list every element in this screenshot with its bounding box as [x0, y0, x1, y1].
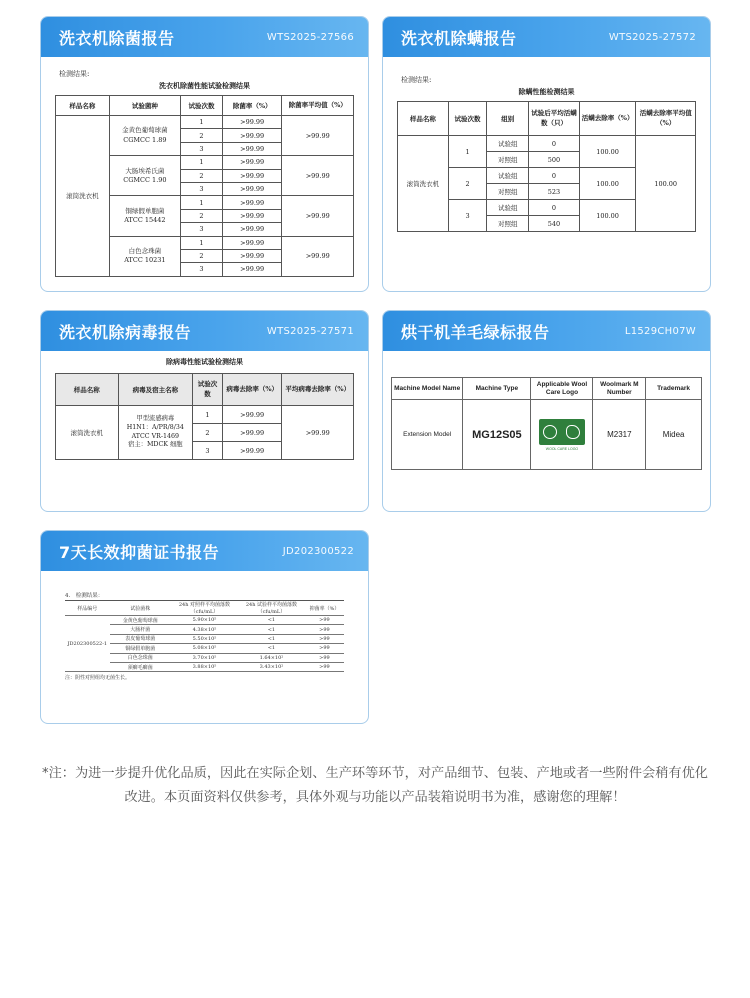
rate: >99.99 [222, 169, 282, 182]
col-header: 病毒及宿主名称 [118, 374, 193, 406]
sample-name: 滚筒洗衣机 [56, 116, 110, 277]
card-title: 洗衣机除螨报告 [401, 28, 517, 48]
table-caption: 除病毒性能试验检测结果 [166, 357, 243, 366]
col-header: Applicable Wool Care Logo [531, 378, 593, 400]
col-header: Woolmark M Number [593, 378, 646, 400]
trademark: Midea [646, 400, 702, 470]
card-title: 洗衣机除病毒报告 [59, 322, 192, 342]
report-code: WTS2025-27566 [266, 31, 354, 43]
col-header: 试验菌种 [109, 96, 181, 116]
rate: >99 [305, 616, 344, 625]
test-count: <1 [238, 644, 305, 653]
rate: >99.99 [222, 196, 282, 209]
card-woolmark-report [382, 310, 711, 512]
rate: >99.99 [222, 236, 282, 249]
control-count: 5.50×10⁵ [171, 634, 238, 643]
card-title: 烘干机羊毛绿标报告 [401, 322, 550, 342]
trial-no: 3 [181, 142, 223, 155]
mite-count: 0 [529, 200, 580, 216]
mite-count: 0 [529, 168, 580, 184]
trial-no: 2 [181, 169, 223, 182]
strain-name: 金黄色葡萄球菌 CGMCC 1.89 [109, 116, 181, 156]
col-header: 试验次数 [193, 374, 223, 406]
col-header: 平均病毒去除率（%） [282, 374, 354, 406]
card-mite-report [382, 16, 711, 292]
control-count: 5.90×10⁵ [171, 616, 238, 625]
test-count: <1 [238, 616, 305, 625]
table-caption: 除螨性能检测结果 [518, 87, 575, 96]
report-body [41, 351, 368, 470]
col-header: 组别 [487, 102, 529, 136]
virus-table [55, 373, 354, 460]
trial-no: 1 [193, 406, 223, 424]
col-header: 试验菌株 [110, 601, 171, 616]
virus-name: 甲型流感病毒 H1N1：A/PR/8/34 ATCC VR-1469 宿主：MDCK 细胞 [118, 406, 193, 460]
col-header: 24h 试验样平均菌落数（cfu/mL） [238, 601, 305, 616]
card-bacteria-report [40, 16, 369, 292]
test-count: <1 [238, 625, 305, 634]
control-count: 3.88×10⁵ [171, 662, 238, 671]
removal-rate: 100.00 [579, 168, 636, 200]
col-header: 样品名称 [398, 102, 449, 136]
rate: >99.99 [222, 156, 282, 169]
col-header: 抑菌率（%） [305, 601, 344, 616]
avg-rate: >99.99 [282, 236, 354, 276]
avg-rate: >99.99 [282, 196, 354, 236]
col-header: 除菌率（%） [222, 96, 282, 116]
control-count: 3.70×10⁵ [171, 653, 238, 662]
trial-no: 2 [181, 129, 223, 142]
report-code: JD202300522 [282, 545, 354, 557]
avg-rate: >99.99 [282, 406, 354, 460]
strain-name: 大肠杆菌 [110, 625, 171, 634]
trial-no: 3 [181, 263, 223, 276]
col-header: 活螨去除率平均值（%） [636, 102, 696, 136]
strain-name: 铜绿假单胞菌 [110, 644, 171, 653]
woolmark-logo-icon [539, 419, 585, 445]
card-antibacterial-report [40, 530, 369, 724]
control-count: 5.08×10⁵ [171, 644, 238, 653]
trial-no: 1 [181, 156, 223, 169]
trial-no: 3 [181, 223, 223, 236]
card-title: 洗衣机除菌报告 [59, 28, 175, 48]
col-header: 试验次数 [181, 96, 223, 116]
avg-rate: >99.99 [282, 156, 354, 196]
result-label: 4. 检测结果： [65, 593, 104, 599]
col-header: 试验次数 [448, 102, 487, 136]
report-body [383, 351, 710, 470]
result-label: 检测结果: [59, 70, 90, 78]
col-header: 样品名称 [56, 374, 119, 406]
trial-no: 2 [193, 424, 223, 442]
group-name: 对照组 [487, 184, 529, 200]
col-header: Machine Type [463, 378, 531, 400]
logo-caption: WOOL CARE LOGO [545, 446, 579, 451]
sample-id: JD202300522-1 [65, 616, 110, 672]
rate: >99.99 [222, 263, 282, 276]
rate: >99 [305, 662, 344, 671]
strain-name: 铜绿假单胞菌 ATCC 15442 [109, 196, 181, 236]
col-header: 病毒去除率（%） [222, 374, 282, 406]
result-label: 检测结果: [401, 76, 432, 84]
rate: >99 [305, 644, 344, 653]
machine-type: MG12S05 [463, 400, 531, 470]
rate: >99.99 [222, 249, 282, 262]
sample-name: 滚筒洗衣机 [56, 406, 119, 460]
trial-no: 3 [181, 182, 223, 195]
group-name: 对照组 [487, 216, 529, 232]
removal-rate: 100.00 [579, 200, 636, 232]
trial-no: 2 [181, 249, 223, 262]
woolmark-table [391, 377, 702, 470]
card-header [41, 17, 368, 57]
strain-name: 须癣毛癣菌 [110, 662, 171, 671]
test-count: 1.64×10² [238, 653, 305, 662]
strain-name: 金黄色葡萄球菌 [110, 616, 171, 625]
report-code: WTS2025-27571 [266, 325, 354, 337]
col-header: Trademark [646, 378, 702, 400]
col-header: 除菌率平均值（%） [282, 96, 354, 116]
removal-rate: 100.00 [579, 136, 636, 168]
avg-rate: >99.99 [282, 116, 354, 156]
disclaimer-note: *注：为进一步提升优化品质，因此在实际企划、生产环等环节，对产品细节、包装、产地或者一些附件会稍有优化改进。本页面资料仅供参考，具体外观与功能以产品装箱说明书为准，感谢您的理解！ [42, 766, 708, 805]
sample-name: 滚筒洗衣机 [398, 136, 449, 232]
trial-no: 2 [448, 168, 487, 200]
bacteria-table [55, 95, 354, 277]
rate: >99 [305, 625, 344, 634]
wool-care-logo-cell [531, 400, 593, 470]
mite-count: 523 [529, 184, 580, 200]
rate: >99.99 [222, 209, 282, 222]
trial-no: 1 [181, 116, 223, 129]
model-name: Extension Model [392, 400, 463, 470]
m-number: M2317 [593, 400, 646, 470]
rate: >99.99 [222, 182, 282, 195]
card-virus-report [40, 310, 369, 512]
col-header: 活螨去除率（%） [579, 102, 636, 136]
strain-name: 白色念珠菌 ATCC 10231 [109, 236, 181, 276]
trial-no: 3 [448, 200, 487, 232]
col-header: 样品编号 [65, 601, 110, 616]
strain-name: 白色念珠菌 [110, 653, 171, 662]
mite-count: 500 [529, 152, 580, 168]
col-header: 24h 对照样平均菌落数（cfu/mL） [171, 601, 238, 616]
antibacterial-table [65, 600, 344, 672]
rate: >99.99 [222, 142, 282, 155]
group-name: 试验组 [487, 200, 529, 216]
col-header: 样品名称 [56, 96, 110, 116]
table-footnote: 注：阴性对照组均无菌生长。 [65, 675, 131, 682]
report-body [41, 57, 368, 287]
mite-table [397, 101, 696, 232]
report-code: WTS2025-27572 [608, 31, 696, 43]
card-header [41, 531, 368, 571]
mite-count: 540 [529, 216, 580, 232]
test-count: <1 [238, 634, 305, 643]
card-header [41, 311, 368, 351]
table-caption: 洗衣机除菌性能试验检测结果 [159, 81, 250, 90]
group-name: 试验组 [487, 136, 529, 152]
rate: >99 [305, 634, 344, 643]
trial-no: 3 [193, 442, 223, 460]
col-header: Machine Model Name [392, 378, 463, 400]
rate: >99.99 [222, 129, 282, 142]
report-body [41, 571, 368, 681]
test-count: 3.43×10² [238, 662, 305, 671]
report-code: L1529CH07W [624, 325, 696, 337]
rate: >99.99 [222, 223, 282, 236]
rate: >99.99 [222, 116, 282, 129]
trial-no: 1 [181, 196, 223, 209]
rate: >99.99 [222, 442, 282, 460]
trial-no: 1 [448, 136, 487, 168]
card-title: 7天长效抑菌证书报告 [59, 542, 220, 562]
mite-count: 0 [529, 136, 580, 152]
trial-no: 2 [181, 209, 223, 222]
trial-no: 1 [181, 236, 223, 249]
rate: >99.99 [222, 406, 282, 424]
rate: >99 [305, 653, 344, 662]
col-header: 试验后平均活螨数（只） [529, 102, 580, 136]
control-count: 4.38×10⁵ [171, 625, 238, 634]
strain-name: 表皮葡萄球菌 [110, 634, 171, 643]
avg-rate: 100.00 [636, 136, 696, 232]
strain-name: 大肠埃希氏菌 CGMCC 1.90 [109, 156, 181, 196]
group-name: 对照组 [487, 152, 529, 168]
card-header [383, 311, 710, 351]
group-name: 试验组 [487, 168, 529, 184]
report-body [383, 57, 710, 242]
card-header [383, 17, 710, 57]
rate: >99.99 [222, 424, 282, 442]
